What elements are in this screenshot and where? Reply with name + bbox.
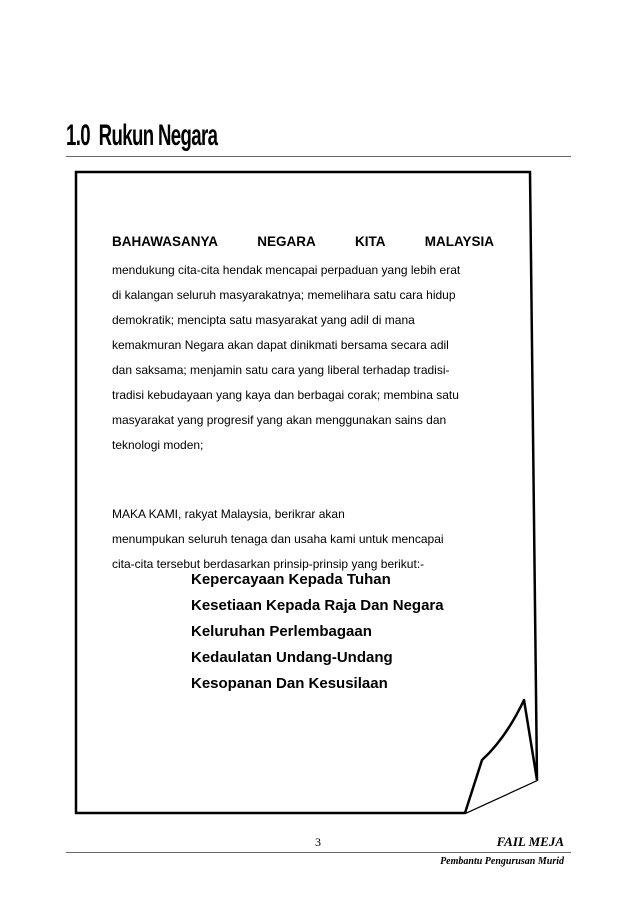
lead-word: KITA — [354, 234, 386, 249]
footer-title: FAIL MEJA — [496, 834, 564, 849]
rukun-negara-text — [112, 226, 494, 577]
preamble-line: teknologi moden; — [112, 438, 204, 452]
preamble-line: masyarakat yang progresif yang akan menggunakan sains dan — [112, 413, 447, 427]
lead-word: NEGARA — [257, 234, 316, 249]
preamble-line: dan saksama; menjamin satu cara yang liberal terhadap tradisi- — [112, 363, 450, 377]
heading-number: 1.0 — [66, 119, 91, 152]
principle-item: Kepercayaan Kepada Tuhan — [191, 571, 391, 588]
heading-title: Rukun Negara — [98, 119, 218, 152]
principle-item: Kesopanan Dan Kesusilaan — [191, 675, 388, 692]
preamble-line: mendukung cita-cita hendak mencapai perpaduan yang lebih erat — [112, 263, 461, 277]
footer-subtitle: Pembantu Pengurusan Murid — [440, 856, 564, 867]
principle-item: Keluruhan Perlembagaan — [191, 623, 372, 640]
preamble-line: di kalangan seluruh masyarakatnya; memelihara satu cara hidup — [112, 288, 456, 302]
preamble-line: tradisi kebudayaan yang kaya dan berbagai corak; membina satu — [112, 388, 459, 402]
footer-rule — [66, 852, 571, 853]
preamble-line: demokratik; mencipta satu masyarakat yang adil di mana — [112, 313, 415, 327]
lead-word: MALAYSIA — [424, 234, 494, 249]
pledge-line: menumpukan seluruh tenaga dan usaha kami untuk mencapai — [112, 532, 444, 546]
pledge-line: cita-cita tersebut berdasarkan prinsip-prinsip yang berikut:- — [112, 557, 425, 571]
principle-item: Kedaulatan Undang-Undang — [191, 649, 393, 666]
preamble-lead — [112, 226, 494, 258]
preamble-line: kemakmuran Negara akan dapat dinikmati bersama secara adil — [112, 338, 449, 352]
page-number: 3 — [315, 835, 321, 849]
principles-list — [191, 567, 444, 697]
lead-word: BAHAWASANYA — [112, 234, 219, 249]
principle-item: Kesetiaan Kepada Raja Dan Negara — [191, 597, 444, 614]
pledge-line: MAKA KAMI, rakyat Malaysia, berikrar akan — [112, 507, 345, 521]
